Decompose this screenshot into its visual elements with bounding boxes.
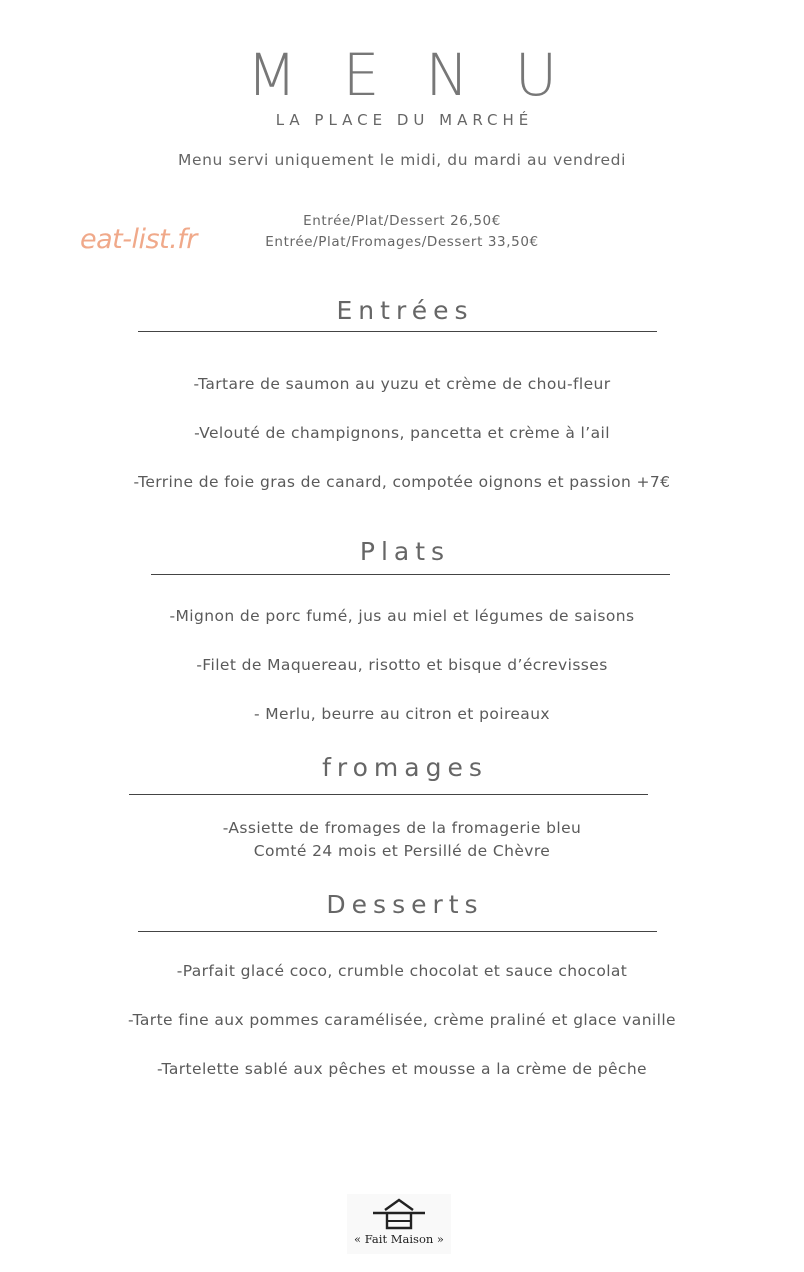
- house-saucepan-icon: [371, 1197, 427, 1231]
- dish-item: -Filet de Maquereau, risotto et bisque d’écrevisses: [196, 656, 608, 674]
- dish-item: -Tartelette sablé aux pêches et mousse a la crème de pêche: [156, 1060, 647, 1078]
- fait-maison-label: « Fait Maison »: [354, 1232, 444, 1246]
- section-title-plats: Plats: [359, 537, 451, 566]
- dish-item: -Tartare de saumon au yuzu et crème de chou-fleur: [193, 375, 611, 393]
- menu-tagline: Menu servi uniquement le midi, du mardi au vendredi: [178, 151, 626, 169]
- section-title-fromages: fromages: [322, 753, 488, 782]
- watermark: eat-list.fr: [80, 224, 197, 255]
- dish-item: -Velouté de champignons, pancetta et crème à l’ail: [194, 424, 610, 442]
- section-divider-fromages: [129, 794, 648, 795]
- price-formula-2: Entrée/Plat/Fromages/Dessert 33,50€: [265, 234, 539, 250]
- dish-item: -Mignon de porc fumé, jus au miel et légumes de saisons: [169, 607, 635, 625]
- dish-item: -Parfait glacé coco, crumble chocolat et sauce chocolat: [176, 962, 628, 980]
- menu-title: MENU: [246, 41, 604, 109]
- section-title-entrees: Entrées: [336, 296, 474, 325]
- price-formula-1: Entrée/Plat/Dessert 26,50€: [303, 213, 501, 229]
- restaurant-name: LA PLACE DU MARCHÉ: [275, 111, 534, 129]
- dish-item: - Merlu, beurre au citron et poireaux: [253, 705, 551, 723]
- section-divider-plats: [151, 574, 670, 575]
- dish-item: Comté 24 mois et Persillé de Chèvre: [253, 842, 551, 860]
- section-divider-entrees: [138, 331, 657, 332]
- dish-item: -Tarte fine aux pommes caramélisée, crème praliné et glace vanille: [128, 1011, 676, 1029]
- fait-maison-logo: [347, 1194, 451, 1254]
- section-title-desserts: Desserts: [326, 890, 484, 919]
- dish-item: -Assiette de fromages de la fromagerie bleu: [222, 819, 582, 837]
- dish-item: -Terrine de foie gras de canard, compotée oignons et passion +7€: [133, 473, 671, 491]
- section-divider-desserts: [138, 931, 657, 932]
